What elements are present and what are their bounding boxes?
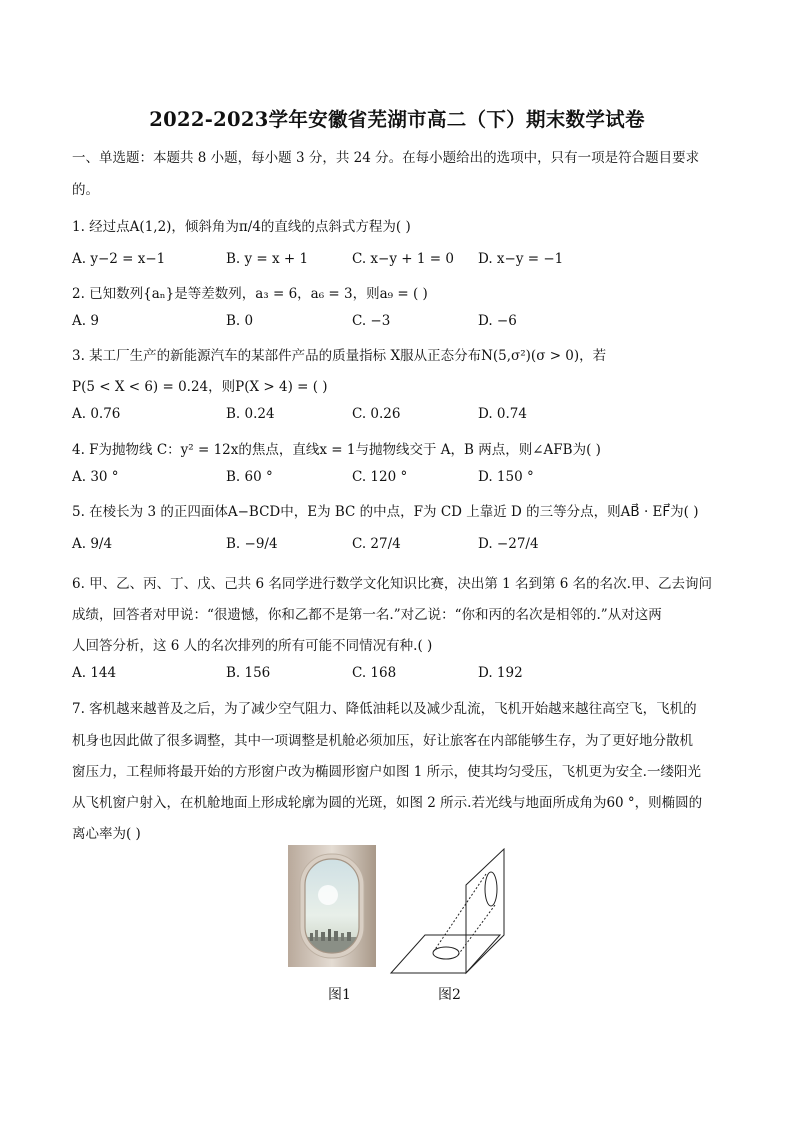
q4-option-d[interactable]: D. 150 ° <box>478 469 534 485</box>
airplane-window-image <box>288 845 376 967</box>
q1-option-d[interactable]: D. x−y = −1 <box>478 251 564 267</box>
q6-option-d[interactable]: D. 192 <box>478 665 523 681</box>
question-6-stem-line3: 人回答分析，这 6 人的名次排列的所有可能不同情况有种.( ) <box>72 638 433 654</box>
ground-plane <box>391 935 500 973</box>
q2-option-d[interactable]: D. −6 <box>478 313 517 329</box>
q2-option-b[interactable]: B. 0 <box>226 313 254 329</box>
q1-option-a[interactable]: A. y−2 = x−1 <box>72 251 166 267</box>
wall-ellipse-window <box>485 872 497 906</box>
q2-option-a[interactable]: A. 9 <box>72 313 99 329</box>
page-title: 2022-2023学年安徽省芜湖市高二（下）期末数学试卷 <box>149 108 645 131</box>
question-6-stem-line1: 6. 甲、乙、丙、丁、戊、己共 6 名同学进行数学文化知识比赛，决出第 1 名到第 6 名的名次.甲、乙去询问 <box>72 576 712 592</box>
question-1-stem: 1. 经过点A(1,2)，倾斜角为π/4的直线的点斜式方程为( ) <box>72 219 411 235</box>
q3-option-c[interactable]: C. 0.26 <box>352 406 401 422</box>
q3-option-d[interactable]: D. 0.74 <box>478 406 527 422</box>
question-7-stem-line1: 7. 客机越来越普及之后，为了减少空气阻力、降低油耗以及减少乱流，飞机开始越来越往高空飞，飞机的 <box>72 701 697 717</box>
q5-option-a[interactable]: A. 9/4 <box>72 536 113 552</box>
question-2-stem: 2. 已知数列{aₙ}是等差数列，a₃ = 6，a₆ = 3，则a₉ = ( ) <box>72 286 428 302</box>
section-heading-line1: 一、单选题：本题共 8 小题，每小题 3 分，共 24 分。在每小题给出的选项中，只有一项是符合题目要求 <box>72 150 700 166</box>
question-3-stem-line2: P(5 < X < 6) = 0.24，则P(X > 4) = ( ) <box>72 379 328 395</box>
question-7-stem-line5: 离心率为( ) <box>72 826 141 842</box>
q4-option-a[interactable]: A. 30 ° <box>72 469 119 485</box>
question-4-stem: 4. F为抛物线 C：y² = 12x的焦点，直线x = 1与抛物线交于 A，B 两点，则∠AFB为( ) <box>72 442 601 458</box>
q4-option-b[interactable]: B. 60 ° <box>226 469 273 485</box>
question-7-stem-line2: 机身也因此做了很多调整，其中一项调整是机舱必须加压，好让旅客在内部能够生存，为了更好地分散机 <box>72 733 693 749</box>
q6-option-c[interactable]: C. 168 <box>352 665 397 681</box>
q5-option-d[interactable]: D. −27/4 <box>478 536 539 552</box>
q1-option-b[interactable]: B. y = x + 1 <box>226 251 309 267</box>
ground-circle-spot <box>433 947 459 959</box>
figure-1-airplane-window <box>288 845 376 967</box>
q6-option-a[interactable]: A. 144 <box>72 665 117 681</box>
question-6-stem-line2: 成绩，回答者对甲说：“很遗憾，你和乙都不是第一名.”对乙说：“你和丙的名次是相邻的.”从对这两 <box>72 607 662 623</box>
question-7-stem-line4: 从飞机窗户射入，在机舱地面上形成轮廓为圆的光斑，如图 2 所示.若光线与地面所成角为60 °，则椭圆的 <box>72 795 703 811</box>
question-5-stem: 5. 在棱长为 3 的正四面体A−BCD中，E为 BC 的中点，F为 CD 上靠近 D 的三等分点，则AB⃗ · EF⃗为( ) <box>72 504 699 520</box>
question-3-stem-line1: 3. 某工厂生产的新能源汽车的某部件产品的质量指标 X服从正态分布N(5,σ²)(σ > 0)，若 <box>72 348 607 364</box>
q1-option-c[interactable]: C. x−y + 1 = 0 <box>352 251 454 267</box>
q4-option-c[interactable]: C. 120 ° <box>352 469 408 485</box>
figure-1-caption: 图1 <box>328 987 351 1003</box>
q5-option-b[interactable]: B. −9/4 <box>226 536 278 552</box>
vertical-wall <box>466 849 504 973</box>
question-7-stem-line3: 窗压力，工程师将最开始的方形窗户改为椭圆形窗户如图 1 所示，使其均匀受压，飞机更为安全.一缕阳光 <box>72 764 701 780</box>
q5-option-c[interactable]: C. 27/4 <box>352 536 401 552</box>
figure-2-light-diagram <box>388 848 538 976</box>
light-spot-diagram <box>388 848 538 976</box>
light-ray-1 <box>434 874 486 951</box>
q3-option-b[interactable]: B. 0.24 <box>226 406 275 422</box>
section-heading-line2: 的。 <box>72 182 99 198</box>
q3-option-a[interactable]: A. 0.76 <box>72 406 121 422</box>
figure-2-caption: 图2 <box>438 987 461 1003</box>
q6-option-b[interactable]: B. 156 <box>226 665 271 681</box>
q2-option-c[interactable]: C. −3 <box>352 313 391 329</box>
